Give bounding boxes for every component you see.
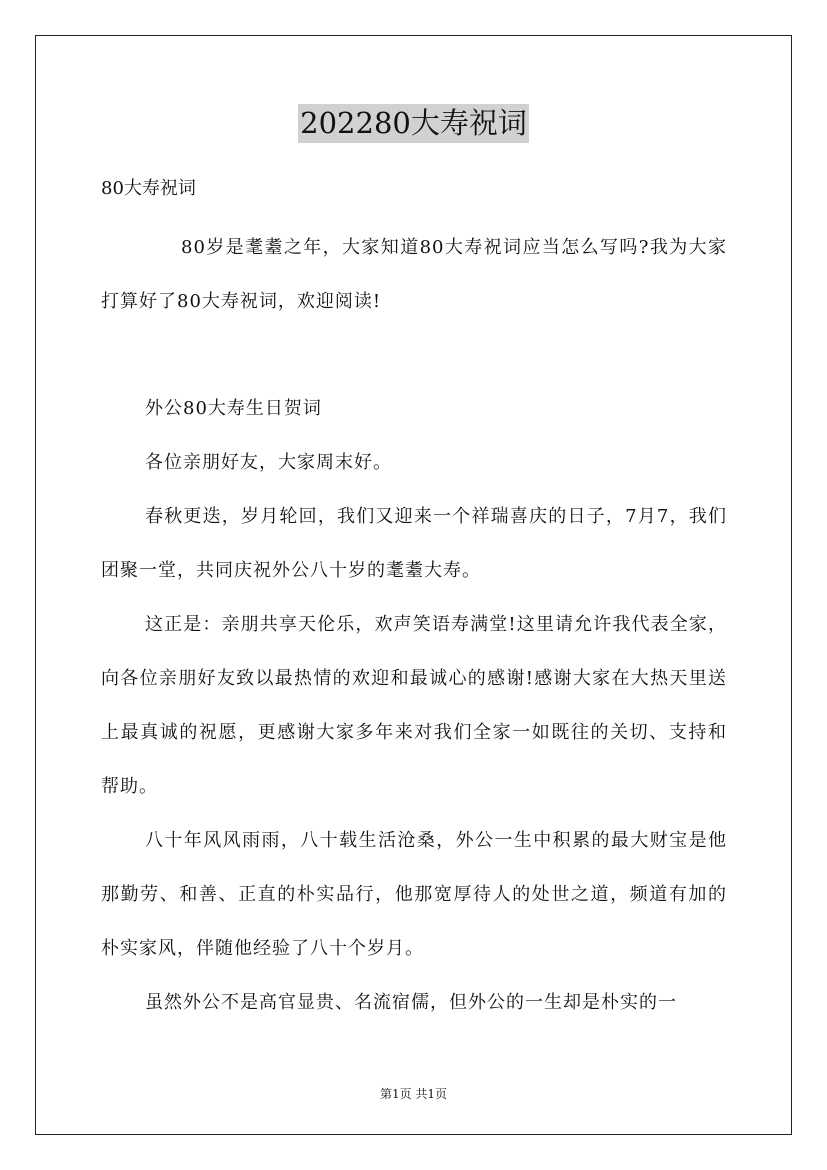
intro-paragraph: 80岁是耄耋之年，大家知道80大寿祝词应当怎么写吗?我为大家打算好了80大寿祝词，欢迎阅读! xyxy=(101,237,727,312)
paragraph: 这正是：亲朋共享天伦乐，欢声笑语寿满堂!这里请允许我代表全家，向各位亲朋好友致以最热情的欢迎和最诚心的感谢!感谢大家在大热天里送上最真诚的祝愿，更感谢大家多年来对我们全家一如既往的关切、支持和帮助。 xyxy=(101,614,727,797)
body-block xyxy=(101,382,727,1030)
document-subheading: 80大寿祝词 xyxy=(101,178,196,199)
paragraph: 各位亲朋好友，大家周末好。 xyxy=(145,452,392,473)
paragraph: 春秋更迭，岁月轮回，我们又迎来一个祥瑞喜庆的日子，7月7，我们团聚一堂，共同庆祝外公八十岁的耄耋大寿。 xyxy=(101,506,727,581)
document-title-wrapper xyxy=(0,104,827,143)
paragraph: 虽然外公不是高官显贵、名流宿儒，但外公的一生却是朴实的一 xyxy=(145,992,677,1013)
section-title: 外公80大寿生日贺词 xyxy=(145,398,322,419)
paragraph: 八十年风风雨雨，八十载生活沧桑，外公一生中积累的最大财宝是他那勤劳、和善、正直的朴实品行，他那宽厚待人的处世之道，频道有加的朴实家风，伴随他经验了八十个岁月。 xyxy=(101,830,727,959)
page-footer xyxy=(0,1085,827,1102)
document-title: 202280大寿祝词 xyxy=(298,104,529,143)
page-number: 第1页 共1页 xyxy=(379,1087,448,1101)
